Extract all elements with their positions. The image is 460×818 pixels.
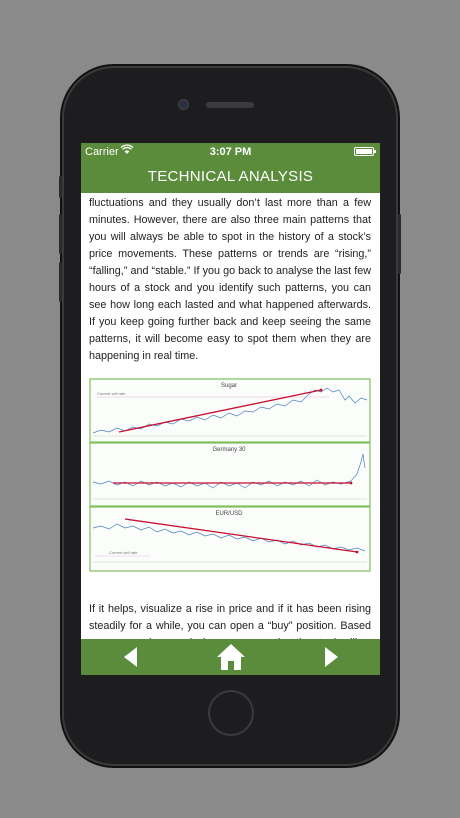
article-paragraph: If it helps, visualize a rise in price and if it has been rising steadily for a while, you can open a “buy” position. Based <box>89 603 371 632</box>
status-time: 3:07 PM <box>209 146 252 158</box>
mute-switch <box>59 176 62 198</box>
home-icon <box>217 644 245 670</box>
battery-icon <box>354 147 374 156</box>
panel-label: Current sell rate <box>109 550 138 555</box>
home-nav-button[interactable] <box>211 639 251 675</box>
power-button <box>398 214 401 274</box>
panel-title: Germany 30 <box>212 447 246 453</box>
device-home-button[interactable] <box>208 690 254 736</box>
carrier-label: Carrier <box>85 146 119 158</box>
status-bar <box>81 143 380 161</box>
earpiece-speaker <box>206 102 254 108</box>
chart-panel-germany-30 <box>90 443 370 506</box>
bottom-toolbar <box>81 639 380 675</box>
back-button[interactable] <box>111 639 151 675</box>
page-title: TECHNICAL ANALYSIS <box>147 168 314 185</box>
front-camera <box>179 100 188 109</box>
forward-button[interactable] <box>311 639 351 675</box>
chart-panel-eur-usd <box>90 507 370 571</box>
triangle-right-icon <box>324 647 338 667</box>
article-scroll-area[interactable] <box>81 193 380 639</box>
triangle-left-icon <box>124 647 138 667</box>
panel-label: Current sell rate <box>97 391 126 396</box>
trend-patterns-figure <box>89 378 371 573</box>
nav-bar <box>81 161 380 193</box>
article-paragraph: fluctuations and they usually don’t last more than a few minutes. However, there are also three main patterns that you will always be able to spot in the history of a stock’s price movements. These patterns or trends are “rising,” “falling,” and “stable.” If you go back to analyse the last few hours of a stock and you identify such patterns, you can see how long each lasted and what happened afterwards. If you keep going further back and keep seeing the same patterns, it will become easy to spot them when they are happening in real time. <box>89 197 371 362</box>
volume-up-button <box>59 214 62 254</box>
panel-title: Sugar <box>220 383 238 389</box>
chart-panel-sugar <box>90 379 370 442</box>
trend-patterns-image <box>89 378 371 573</box>
volume-down-button <box>59 262 62 302</box>
panel-title: EUR/USD <box>215 511 243 517</box>
app-screen <box>81 143 380 675</box>
